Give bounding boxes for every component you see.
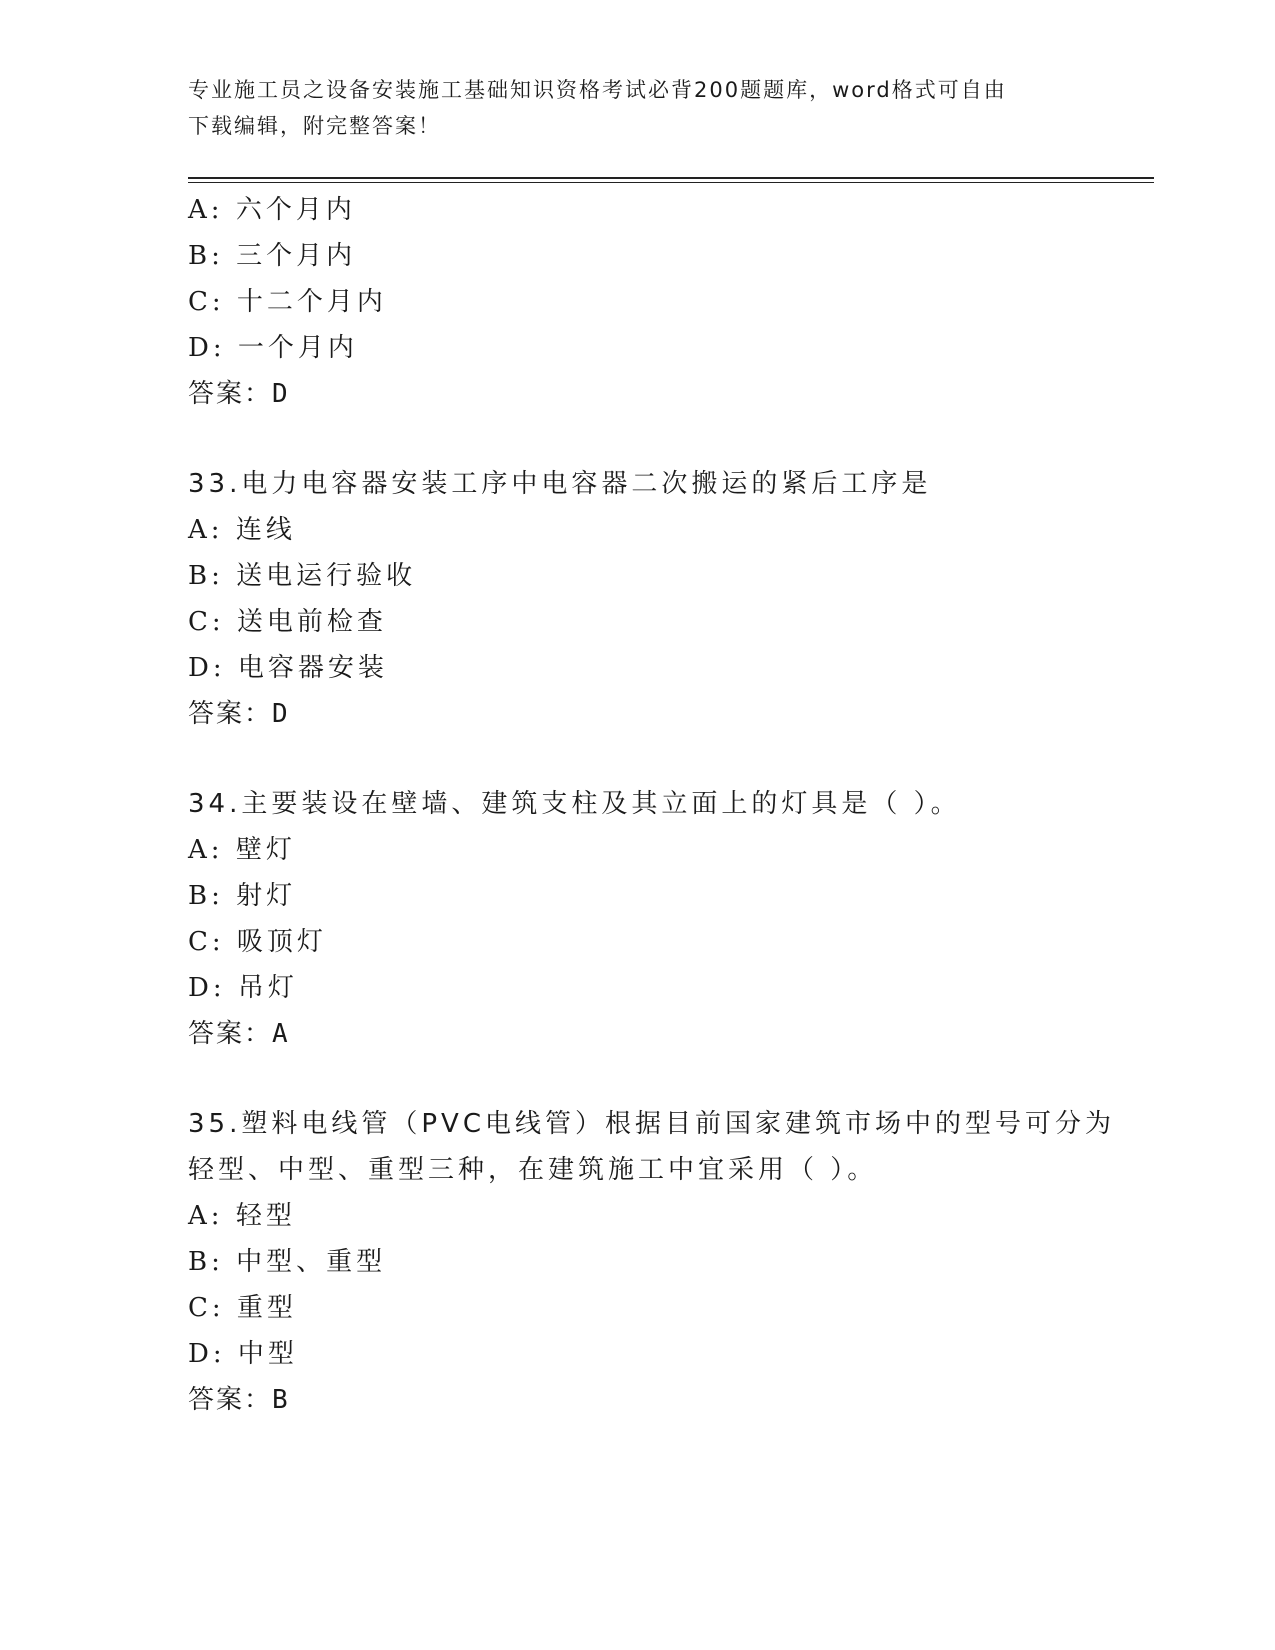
- document-header: [188, 72, 1088, 144]
- question-list: [188, 187, 1115, 1423]
- header-line-2: 下载编辑，附完整答案！: [188, 114, 441, 138]
- option-text: 重型: [236, 1293, 297, 1323]
- option-c: [188, 599, 1088, 645]
- question-stem: 33.电力电容器安装工序中电容器二次搬运的紧后工序是: [188, 469, 932, 499]
- option-b: [188, 553, 1088, 599]
- option-key: B:: [188, 881, 224, 911]
- option-text: 射灯: [236, 881, 297, 911]
- option-d: [188, 325, 1088, 371]
- question-stem: 34.主要装设在壁墙、建筑支柱及其立面上的灯具是（ ）。: [188, 789, 961, 819]
- answer-value: D: [272, 379, 290, 409]
- option-key: D:: [188, 333, 226, 363]
- option-text: 六个月内: [235, 195, 356, 225]
- option-text: 三个月内: [236, 241, 357, 271]
- answer-line: [188, 1011, 1088, 1057]
- question-35: [188, 1101, 1115, 1423]
- option-key: B:: [188, 241, 224, 271]
- question-33: [188, 461, 1088, 737]
- option-d: [188, 965, 1088, 1011]
- answer-value: A: [272, 1019, 290, 1049]
- header-divider-thick: [188, 177, 1154, 179]
- option-text: 十二个月内: [236, 287, 387, 317]
- question-stem-line-1: 35.塑料电线管（PVC电线管）根据目前国家建筑市场中的型号可分为: [188, 1109, 1115, 1139]
- answer-label: 答案：: [188, 379, 273, 409]
- header-divider-thin: [188, 182, 1154, 183]
- option-text: 吸顶灯: [236, 927, 327, 957]
- question-stem-line-2: 轻型、中型、重型三种，在建筑施工中宜采用（ ）。: [188, 1155, 878, 1185]
- option-text: 中型、重型: [236, 1247, 387, 1277]
- answer-line: [188, 691, 1088, 737]
- option-text: 轻型: [235, 1201, 296, 1231]
- option-d: [188, 1331, 1088, 1377]
- answer-label: 答案：: [188, 699, 273, 729]
- answer-label: 答案：: [188, 1385, 273, 1415]
- option-key: B:: [188, 1247, 224, 1277]
- option-key: C:: [188, 607, 225, 637]
- option-key: D:: [188, 1339, 226, 1369]
- option-text: 连线: [235, 515, 296, 545]
- option-b: [188, 233, 1088, 279]
- option-key: C:: [188, 287, 225, 317]
- option-key: A:: [188, 1201, 224, 1231]
- option-key: C:: [188, 927, 225, 957]
- option-b: [188, 873, 1088, 919]
- option-key: D:: [188, 973, 226, 1003]
- option-d: [188, 645, 1088, 691]
- option-key: A:: [188, 515, 224, 545]
- option-key: A:: [188, 195, 224, 225]
- option-a: [188, 827, 1088, 873]
- answer-label: 答案：: [188, 1019, 273, 1049]
- option-a: [188, 507, 1088, 553]
- option-c: [188, 1285, 1088, 1331]
- option-key: B:: [188, 561, 224, 591]
- answer-value: D: [272, 699, 290, 729]
- option-key: C:: [188, 1293, 225, 1323]
- option-c: [188, 919, 1088, 965]
- answer-line: [188, 1377, 1088, 1423]
- option-b: [188, 1239, 1088, 1285]
- question-32-continued: [188, 187, 1088, 417]
- option-a: [188, 187, 1088, 233]
- option-text: 吊灯: [237, 973, 298, 1003]
- option-text: 电容器安装: [237, 653, 388, 683]
- header-line-1: 专业施工员之设备安装施工基础知识资格考试必背200题题库，word格式可自由: [188, 78, 1007, 102]
- option-a: [188, 1193, 1088, 1239]
- option-text: 送电运行验收: [236, 561, 417, 591]
- answer-value: B: [272, 1385, 290, 1415]
- option-text: 中型: [237, 1339, 298, 1369]
- option-key: A:: [188, 835, 224, 865]
- option-text: 壁灯: [235, 835, 296, 865]
- answer-line: [188, 371, 1088, 417]
- option-text: 送电前检查: [236, 607, 387, 637]
- question-34: [188, 781, 1088, 1057]
- option-c: [188, 279, 1088, 325]
- option-text: 一个月内: [237, 333, 358, 363]
- option-key: D:: [188, 653, 226, 683]
